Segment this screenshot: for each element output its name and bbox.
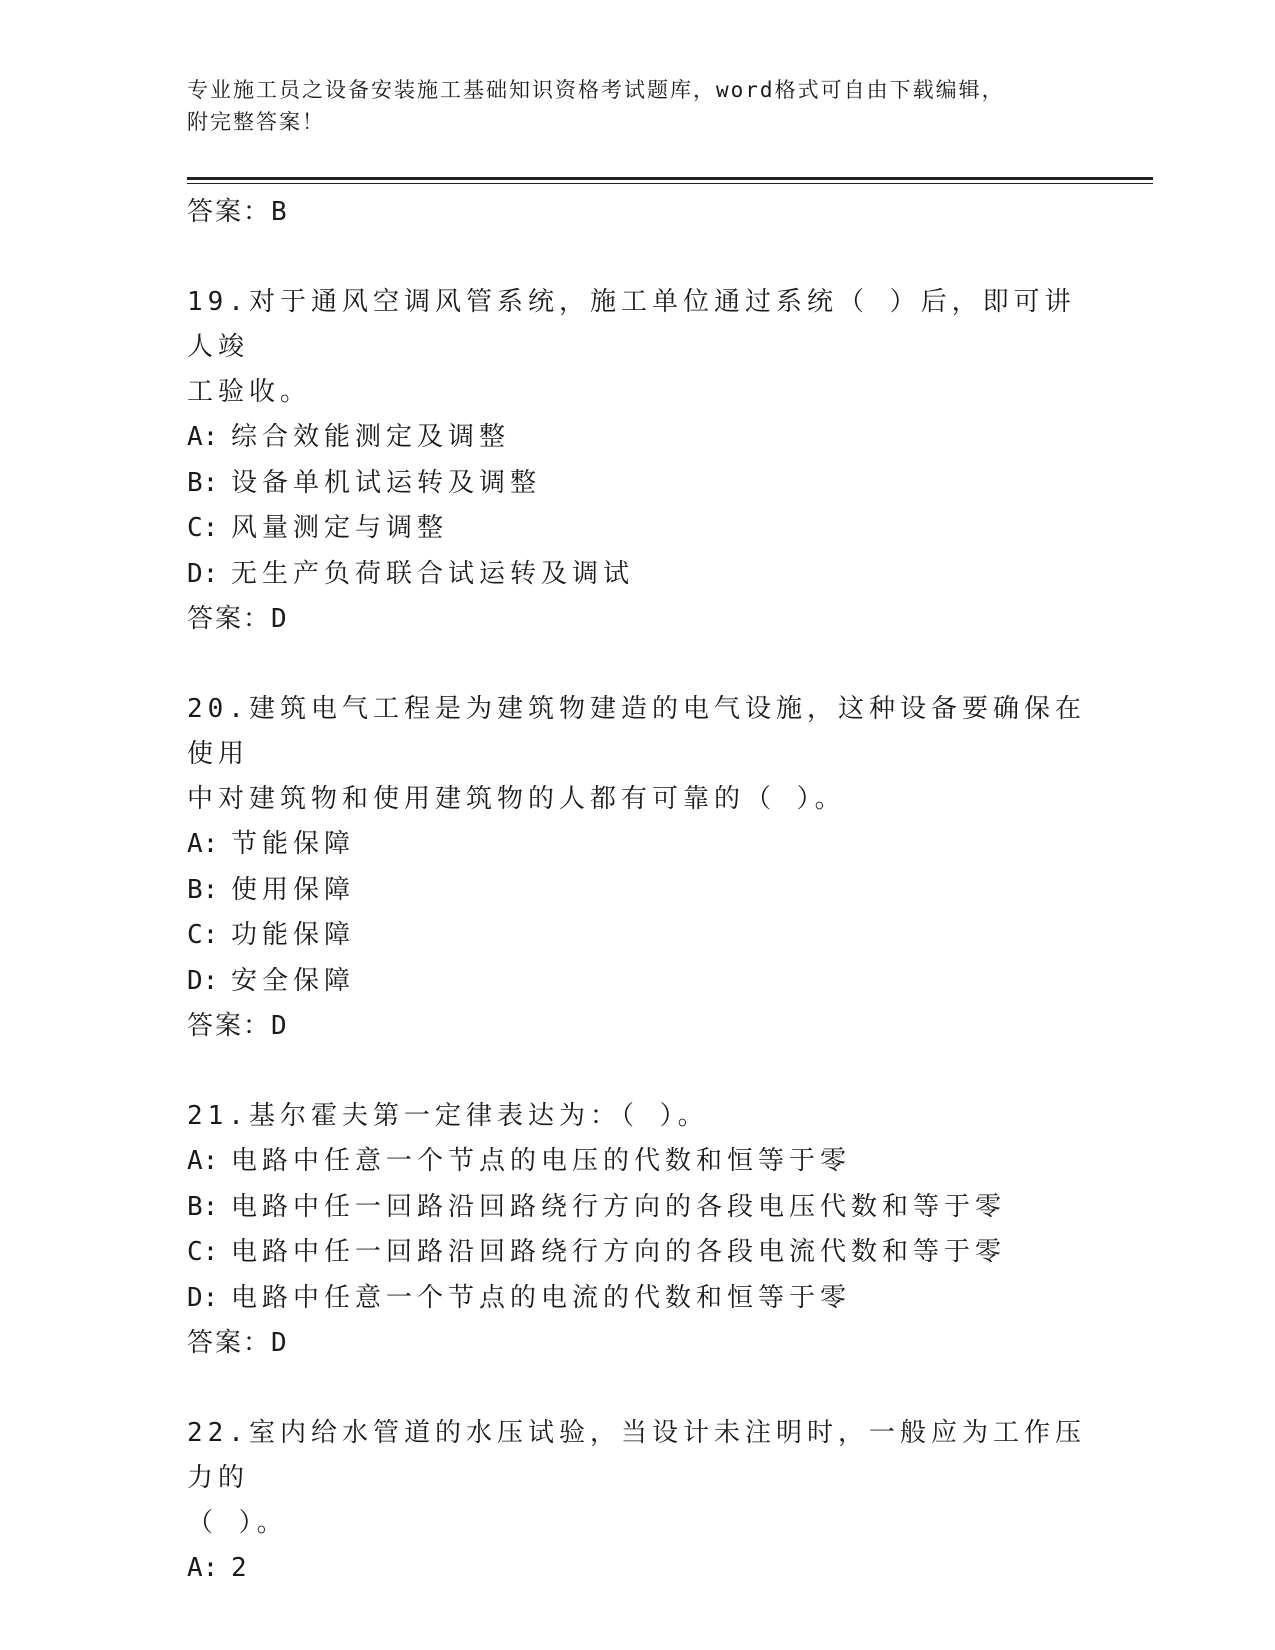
header-divider-thick <box>187 177 1153 180</box>
option-letter: A: <box>187 1553 219 1583</box>
option-text: 2 <box>231 1553 252 1583</box>
option-text: 电路中任意一个节点的电压的代数和恒等于零 <box>231 1146 852 1176</box>
option-text: 风量测定与调整 <box>231 513 449 543</box>
question-number: 19. <box>187 287 249 317</box>
option-a <box>187 1139 1087 1185</box>
question-text-line-1: 基尔霍夫第一定律表达为：（ ）。 <box>248 1101 709 1131</box>
question-number: 20. <box>187 694 249 724</box>
page-header <box>187 74 1087 138</box>
option-text: 综合效能测定及调整 <box>231 422 511 452</box>
answer-line: 答案：D <box>187 1011 289 1041</box>
option-letter: C: <box>187 1237 219 1267</box>
option-text: 功能保障 <box>231 920 356 950</box>
option-text: 电路中任一回路沿回路绕行方向的各段电压代数和等于零 <box>231 1191 1007 1222</box>
question-text-line-1: 对于通风空调风管系统，施工单位通过系统（ ）后，即可讲人竣 <box>187 287 1076 362</box>
option-letter: C: <box>187 920 219 950</box>
option-d <box>187 959 1087 1005</box>
option-letter: D: <box>187 558 219 589</box>
option-letter: D: <box>187 965 219 996</box>
question-content <box>187 190 1087 1592</box>
option-letter: C: <box>187 513 219 543</box>
option-c <box>187 913 1087 959</box>
question-21 <box>187 1094 1087 1365</box>
previous-answer: 答案：B <box>187 197 289 227</box>
option-text: 设备单机试运转及调整 <box>231 467 542 498</box>
option-c <box>187 1230 1087 1276</box>
option-d <box>187 1276 1087 1322</box>
option-text: 电路中任意一个节点的电流的代数和恒等于零 <box>231 1282 852 1313</box>
option-b <box>187 1185 1087 1231</box>
option-letter: A: <box>187 1146 219 1176</box>
answer-line: 答案：D <box>187 1328 289 1358</box>
header-line-2: 附完整答案！ <box>187 110 325 134</box>
option-text: 使用保障 <box>231 874 356 905</box>
header-divider-thin <box>187 183 1153 184</box>
option-text: 无生产负荷联合试运转及调试 <box>231 558 635 589</box>
option-a <box>187 415 1087 461</box>
question-text <box>187 280 1087 370</box>
question-text <box>187 1411 1087 1501</box>
option-letter: A: <box>187 829 219 859</box>
option-text: 节能保障 <box>231 829 356 859</box>
question-text-line-2: 中对建筑物和使用建筑物的人都有可靠的（ ）。 <box>187 784 846 814</box>
question-text-line-1: 室内给水管道的水压试验，当设计未注明时，一般应为工作压力的 <box>187 1418 1086 1493</box>
question-text-line-2: （ ）。 <box>187 1508 288 1538</box>
option-letter: B: <box>187 467 219 498</box>
question-text-line-2: 工验收。 <box>187 377 312 407</box>
question-text <box>187 1094 1087 1139</box>
question-number: 21. <box>187 1101 249 1131</box>
option-letter: D: <box>187 1282 219 1313</box>
option-letter: A: <box>187 422 219 452</box>
option-a <box>187 822 1087 868</box>
option-letter: B: <box>187 1191 219 1222</box>
header-line-1: 专业施工员之设备安装施工基础知识资格考试题库，word格式可自由下载编辑， <box>187 78 1005 102</box>
question-20 <box>187 687 1087 1048</box>
option-a <box>187 1546 1087 1592</box>
answer-line: 答案：D <box>187 604 289 634</box>
question-text <box>187 687 1087 777</box>
question-number: 22. <box>187 1418 249 1448</box>
question-text-line-1: 建筑电气工程是为建筑物建造的电气设施，这种设备要确保在使用 <box>187 694 1086 769</box>
option-b <box>187 868 1087 914</box>
question-22 <box>187 1411 1087 1592</box>
question-19 <box>187 280 1087 641</box>
option-c <box>187 506 1087 552</box>
option-text: 电路中任一回路沿回路绕行方向的各段电流代数和等于零 <box>231 1237 1007 1267</box>
option-letter: B: <box>187 874 219 905</box>
option-d <box>187 552 1087 598</box>
option-text: 安全保障 <box>231 965 356 996</box>
option-b <box>187 461 1087 507</box>
